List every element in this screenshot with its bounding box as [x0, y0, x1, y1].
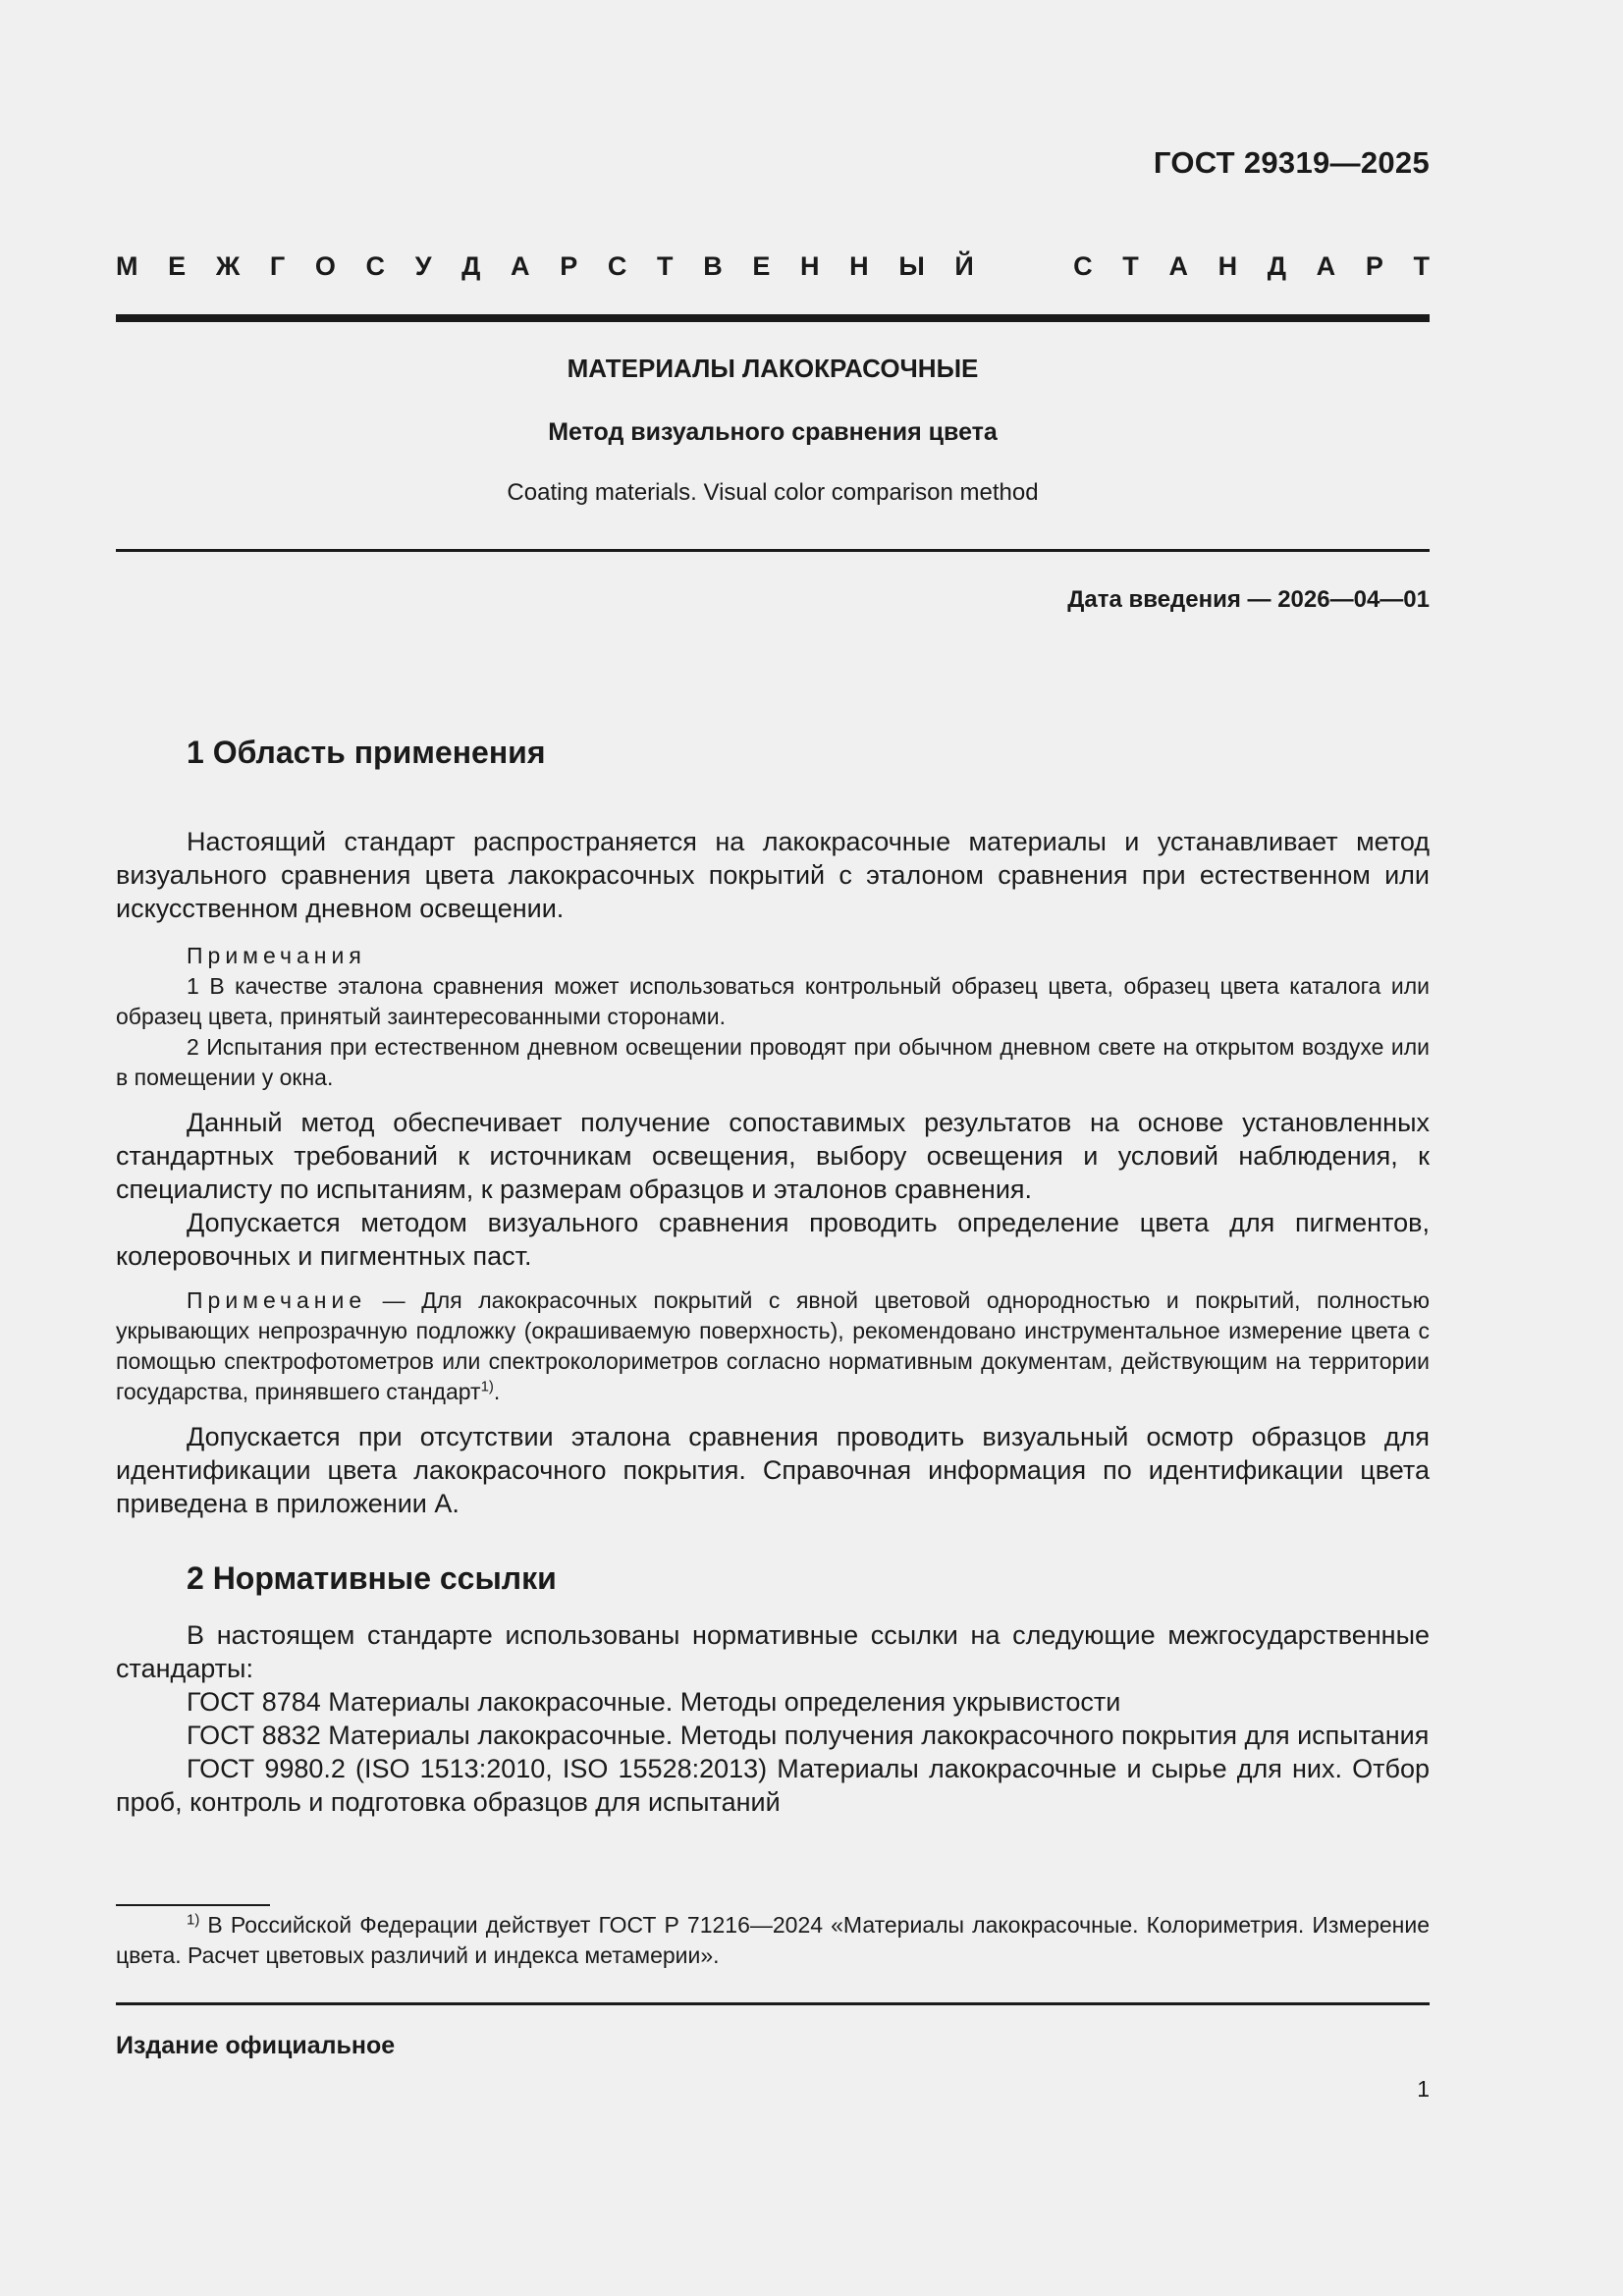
note-2: 2 Испытания при естественном дневном освещении проводят при обычном дневном свете на открытом воздухе или в помещении у окна. [116, 1034, 1430, 1090]
document-page [116, 0, 1430, 2296]
section-1-paragraph-2: Данный метод обеспечивает получение сопоставимых результатов на основе установленных стандартных требований к источникам освещения, выбору освещения и условий наблюдения, к специалисту по испытаниям, к размерам образцов и эталонов сравнения. [116, 1108, 1430, 1204]
footnote-reference[interactable]: 1) [480, 1378, 494, 1395]
standard-type-letter: Ж [215, 251, 241, 281]
standard-type-letter: А [1168, 251, 1188, 281]
standard-type-heading [116, 251, 1430, 282]
standard-type-letter: Д [461, 251, 481, 281]
standard-code: ГОСТ 29319—2025 [1153, 145, 1430, 180]
word-gap [1003, 251, 1043, 282]
standard-type-letter: А [511, 251, 530, 281]
note-3-text: — Для лакокрасочных покрытий с явной цветовой однородностью и покрытий, полностью укрывающих непрозрачную подложку (окрашиваемую поверхность), рекомендовано инструментальное измерение цвета с помощью спектрофотометров или спектроколориметров согласно нормативным документам, действующим на территории государства, принявшего стандарт [116, 1287, 1430, 1404]
footnote [116, 1910, 1430, 1971]
section-1-paragraph-3: Допускается методом визуального сравнения проводить определение цвета для пигментов, колеровочных и пигментных паст. [116, 1208, 1430, 1271]
standard-type-letter: Ы [898, 251, 925, 281]
section-1-paragraph-1: Настоящий стандарт распространяется на лакокрасочные материалы и устанавливает метод визуального сравнения цвета лакокрасочных покрытий с эталоном сравнения при естественном или искусственном дневном освещении. [116, 827, 1430, 923]
notes-block-1 [116, 941, 1430, 1093]
standard-type-letter: Е [168, 251, 187, 281]
reference-2: ГОСТ 8832 Материалы лакокрасочные. Методы получения лакокрасочного покрытия для испытания [187, 1721, 1430, 1750]
standard-type-letter: С [1073, 251, 1093, 281]
standard-type-letter: В [703, 251, 723, 281]
standard-type-letter: Р [1365, 251, 1383, 281]
section-1-heading: 1 Область применения [187, 735, 546, 770]
title-rule [116, 549, 1430, 552]
section-2-heading: 2 Нормативные ссылки [187, 1560, 557, 1596]
standard-type-letter: Т [1413, 251, 1430, 281]
standard-type-letter: М [116, 251, 138, 281]
standard-type-letter: О [314, 251, 336, 281]
standard-type-letter: Е [752, 251, 771, 281]
standard-type-letter: С [365, 251, 386, 281]
header-rule [116, 314, 1430, 322]
reference-1: ГОСТ 8784 Материалы лакокрасочные. Методы определения укрывистости [187, 1687, 1121, 1717]
standard-type-letter: Т [1122, 251, 1139, 281]
footnote-text: В Российской Федерации действует ГОСТ Р 71216—2024 «Материалы лакокрасочные. Колориметрия. Измерение цвета. Расчет цветовых различий и индекса метамерии». [116, 1912, 1430, 1968]
standard-type-letter: Р [560, 251, 578, 281]
reference-3: ГОСТ 9980.2 (ISO 1513:2010, ISO 15528:2013) Материалы лакокрасочные и сырье для них. Отбор проб, контроль и подготовка образцов для испытаний [116, 1754, 1430, 1817]
standard-type-letter: А [1316, 251, 1336, 281]
section-1-paragraph-4: Допускается при отсутствии эталона сравнения проводить визуальный осмотр образцов для идентификации цвета лакокрасочного покрытия. Справочная информация по идентификации цвета приведена в приложении А. [116, 1422, 1430, 1518]
footer-rule [116, 2002, 1430, 2005]
standard-type-letter: Н [800, 251, 820, 281]
standard-type-letter: Д [1267, 251, 1287, 281]
standard-type-letter: С [607, 251, 627, 281]
note-1: 1 В качестве эталона сравнения может использоваться контрольный образец цвета, образец цвета каталога или образец цвета, принятый заинтересованными сторонами. [116, 973, 1430, 1029]
standard-type-letter: Н [1217, 251, 1238, 281]
notes-label: Примечания [187, 943, 366, 968]
section-1-paragraphs-2-3 [116, 1106, 1430, 1273]
standard-type-letter: У [414, 251, 432, 281]
standard-type-letter: Н [849, 251, 869, 281]
standard-type-letter: Г [269, 251, 286, 281]
official-edition-label: Издание официальное [116, 2032, 396, 2059]
footnote-rule [116, 1904, 270, 1906]
standard-type-letter: Й [954, 251, 974, 281]
standard-type-letter: Т [657, 251, 674, 281]
introduction-date: Дата введения — 2026—04—01 [1067, 586, 1430, 613]
document-title-english: Coating materials. Visual color comparison method [507, 479, 1039, 506]
page-number: 1 [1417, 2076, 1430, 2102]
note-label: Примечание [187, 1287, 367, 1313]
section-2-body [116, 1618, 1430, 1819]
document-title: МАТЕРИАЛЫ ЛАКОКРАСОЧНЫЕ [567, 354, 979, 383]
section-2-paragraph-1: В настоящем стандарте использованы нормативные ссылки на следующие межгосударственные стандарты: [116, 1620, 1430, 1683]
footnote-mark: 1) [187, 1911, 200, 1929]
document-subtitle: Метод визуального сравнения цвета [548, 418, 998, 446]
note-3: Примечание — Для лакокрасочных покрытий с явной цветовой однородностью и покрытий, полностью укрывающих непрозрачную подложку (окрашиваемую поверхность), рекомендовано инструментальное измерение цвета с помощью спектрофотометров или спектроколориметров согласно нормативным документам, действующим на территории государства, принявшего стандарт$^{1)}$. [116, 1287, 1430, 1404]
